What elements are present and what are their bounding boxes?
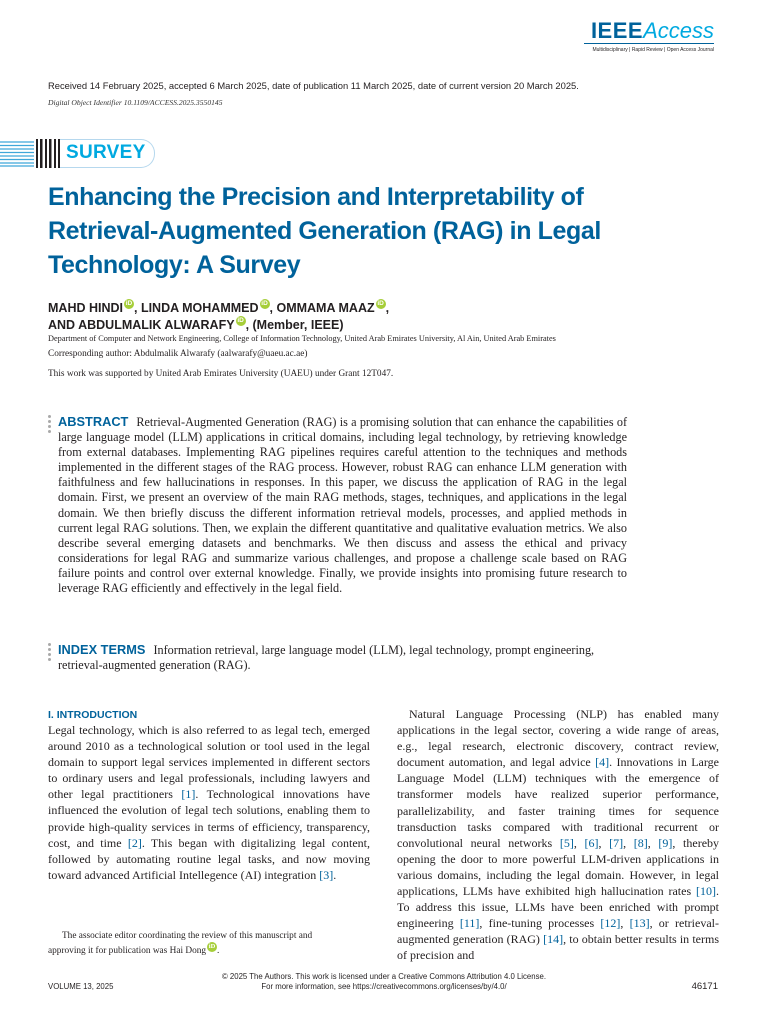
citation-link[interactable]: [12] xyxy=(600,916,621,931)
body-text: , xyxy=(623,835,634,850)
citation-link[interactable]: [3] xyxy=(319,867,334,882)
funding-note: This work was supported by United Arab Emirates University (UAEU) under Grant 12T047. xyxy=(48,369,394,379)
abstract-label: ABSTRACT xyxy=(58,414,129,429)
citation-link[interactable]: [7] xyxy=(609,835,624,850)
section-dots-icon xyxy=(48,643,52,663)
author-separator: , xyxy=(385,301,390,315)
body-text: . This began with digitalizing legal content, followed by automating routine legal tasks, and now moving toward advanced Artificial Intellegence (AI) integration xyxy=(48,835,370,882)
author-name: MAHD HINDI xyxy=(48,301,123,315)
citation-link[interactable]: [6] xyxy=(584,835,599,850)
license-line: © 2025 The Authors. This work is licensed under a Creative Commons Attribution 4.0 License. xyxy=(222,972,546,981)
survey-badge-stripes xyxy=(0,139,34,168)
citation-link[interactable]: [4] xyxy=(595,755,610,770)
author-line-2 xyxy=(48,318,344,332)
ieee-access-logo xyxy=(584,18,714,58)
volume-label: VOLUME 13, 2025 xyxy=(48,982,114,991)
body-text: . Technological innovations have influenced the evolution of legal tech solutions, enabling them to provide high-quality services in terms of efficiency, transparency, cost, and time xyxy=(48,787,370,850)
body-text: , xyxy=(598,835,610,850)
page-number: 46171 xyxy=(691,981,718,992)
orcid-icon[interactable]: iD xyxy=(377,300,384,307)
footnote-end: . xyxy=(217,946,220,956)
paragraph xyxy=(48,722,370,883)
orcid-icon[interactable]: iD xyxy=(125,300,133,307)
citation-link[interactable]: [2] xyxy=(127,835,142,850)
body-text: , or retrieval-augmented generation (RAG) xyxy=(397,916,719,947)
paragraph xyxy=(397,706,719,964)
citation-link[interactable]: [1] xyxy=(181,787,196,802)
body-text: . To address this issue, LLMs have been enriched with prompt engineering xyxy=(397,884,719,931)
author-membership: , (Member, IEEE) xyxy=(245,318,344,332)
citation-link[interactable]: [10] xyxy=(696,884,716,899)
logo-ieee-text: IEEE xyxy=(590,18,644,43)
citation-link[interactable]: [11] xyxy=(459,916,480,931)
citation-link[interactable]: [8] xyxy=(633,835,648,850)
body-text: . Innovations in Large Language Model (LLM) techniques with the emergence of transformer models have realized superior performance, parallelizability, and faster training times for sequence transduction tasks compared with traditional recurrent or convolutional neural networks xyxy=(397,755,719,850)
paper-title: Enhancing the Precision and Interpretability of Retrieval-Augmented Generation (RAG) in Legal Technology: A Survey xyxy=(48,183,601,279)
footnote-line: The associate editor coordinating the review of this manuscript and xyxy=(62,931,313,941)
license-link[interactable]: For more information, see https://creativecommons.org/licenses/by/4.0/ xyxy=(261,981,507,991)
citation-link[interactable]: [5] xyxy=(559,835,574,850)
index-terms-label: INDEX TERMS xyxy=(58,642,146,657)
body-text: . xyxy=(333,867,337,882)
abstract xyxy=(58,414,627,596)
footnote-line: approving it for publication was Hai Dong xyxy=(48,946,207,956)
body-text: , xyxy=(573,835,585,850)
citation-link[interactable]: [14] xyxy=(543,932,564,947)
intro-column-left xyxy=(48,722,370,883)
orcid-icon[interactable]: iD xyxy=(237,317,244,324)
citation-link[interactable]: [9] xyxy=(658,835,673,850)
author-line-1 xyxy=(48,301,389,315)
abstract-text: Retrieval-Augmented Generation (RAG) is a promising solution that can enhance the capabilities of large language model (LLM) applications in critical domains, including legal technology, by retrieving knowledge from external databases. Implementing RAG pipelines requires careful attention to the techniques and methods implemented in the different stages of the RAG process. However, robust RAG can enhance LLM generation with faithfulness and few hallucinations in responses. In this paper, we discuss the application of RAG in the legal domain. First, we present an overview of the main RAG methods, stages, techniques, and applications in the legal domain. We then briefly discuss the different information retrieval models, processes, and applied methods in current legal RAG solutions. Then, we explain the different quantitative and qualitative evaluation metrics. We also describe several emerging datasets and benchmarks. We then discuss and assess the ethical and privacy considerations for legal RAG and summarize various challenges, and propose a challenge scale based on RAG failure points and control over external knowledge. Finally, we provide insights into promising future research to leverage RAG efficiently and effectively in the legal field. xyxy=(58,415,627,596)
logo-tagline: Multidisciplinary | Rapid Review | Open Access Journal xyxy=(592,47,714,53)
author-name: AND ABDULMALIK ALWARAFY xyxy=(48,318,235,332)
survey-badge-label: SURVEY xyxy=(66,142,146,163)
body-text: , xyxy=(620,916,630,931)
index-terms-text: Information retrieval, large language model (LLM), legal technology, prompt engineering, retrieval-augmented generation (RAG). xyxy=(58,643,595,673)
intro-column-right xyxy=(397,706,719,964)
received-dates: Received 14 February 2025, accepted 6 March 2025, date of publication 11 March 2025, date of current version 20 March 2025. xyxy=(48,80,579,91)
license-notice xyxy=(0,972,768,991)
logo-rule xyxy=(584,43,714,44)
corresponding-author: Corresponding author: Abdulmalik Alwarafy (aalwarafy@uaeu.ac.ae) xyxy=(48,349,308,359)
section-heading: I. INTRODUCTION xyxy=(48,709,138,721)
author-name: , OMMAMA MAAZ xyxy=(269,301,375,315)
editor-footnote xyxy=(48,929,370,959)
body-text: Natural Language Processing (NLP) has enabled many applications in the legal sector, covering a wide range of areas, e.g., legal research, electronic discovery, contract review, document automation, and legal advice xyxy=(397,707,719,770)
survey-badge-bars xyxy=(36,139,62,168)
index-terms xyxy=(58,642,627,673)
body-text: , to obtain better results in terms of precision and xyxy=(397,932,719,963)
affiliation: Department of Computer and Network Engineering, College of Information Technology, United Arab Emirates University, Al Ain, United Arab Emirates xyxy=(48,334,556,343)
section-dots-icon xyxy=(48,415,52,435)
doi-line: Digital Object Identifier 10.1109/ACCESS.2025.3550145 xyxy=(48,98,223,107)
orcid-icon[interactable]: iD xyxy=(261,300,268,307)
citation-link[interactable]: [13] xyxy=(629,916,650,931)
body-text: , thereby opening the door to more powerful LLM-driven applications in various domains, including the legal domain. However, in legal applications, LLMs have exhibited high hallucination rates xyxy=(397,835,720,899)
body-text: Legal technology, which is also referred to as legal tech, emerged around 2010 as a technological solution or tool used in the legal domain to support legal services implemented in different sectors to ordinary users and legal professionals, including lawyers and other legal practitioners xyxy=(48,723,370,802)
orcid-icon[interactable]: iD xyxy=(208,943,216,950)
body-text: , fine-tuning processes xyxy=(479,916,601,931)
logo-access-text: Access xyxy=(643,18,714,43)
author-name: , LINDA MOHAMMED xyxy=(134,301,259,315)
body-text: , xyxy=(647,835,659,850)
